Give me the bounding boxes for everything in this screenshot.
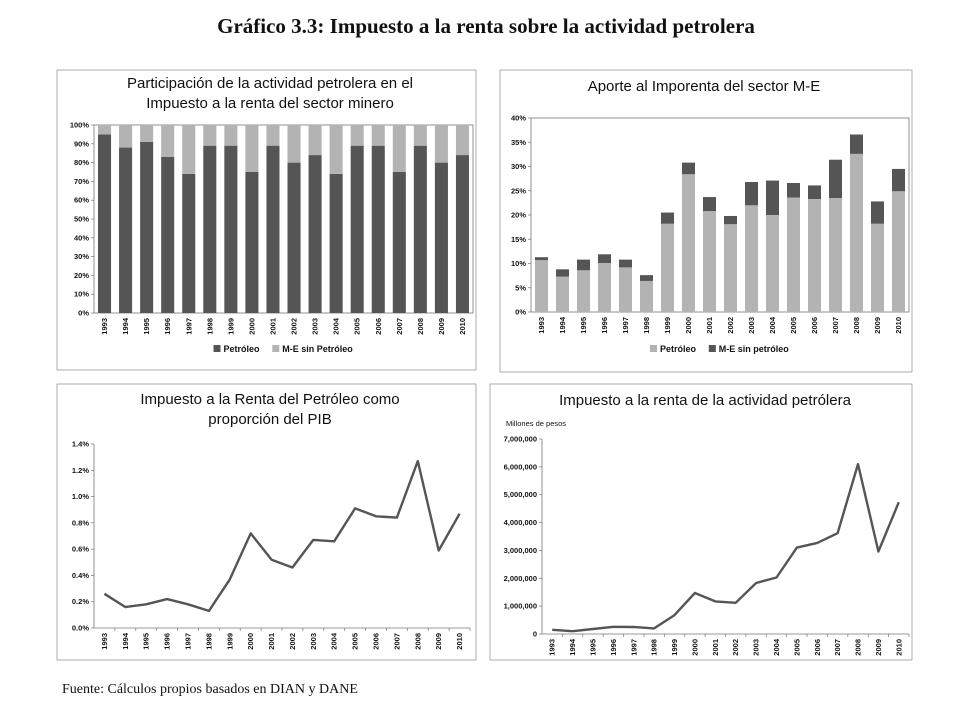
- x-tick-label: 2000: [684, 317, 693, 334]
- y-tick-label: 0: [532, 629, 537, 639]
- x-tick-label: 2004: [331, 318, 341, 335]
- x-tick-label: 2010: [457, 318, 467, 335]
- chart-title: proporción del PIB: [208, 411, 332, 428]
- x-tick-label: 1993: [547, 639, 557, 656]
- y-tick-label: 20%: [510, 210, 526, 220]
- chart-title: Impuesto a la Renta del Petróleo como: [140, 391, 400, 408]
- x-tick-label: 2002: [731, 639, 741, 656]
- bar-segment: [724, 224, 737, 312]
- bar-segment: [203, 146, 216, 313]
- x-tick-label: 2006: [810, 317, 819, 334]
- y-tick-label: 10%: [510, 259, 526, 268]
- bar-segment: [140, 125, 153, 142]
- x-tick-label: 1999: [663, 317, 672, 334]
- x-tick-label: 2000: [690, 639, 700, 656]
- y-tick-label: 10%: [73, 289, 89, 299]
- x-tick-label: 2000: [247, 318, 257, 335]
- chart-title: Aporte al Imporenta del sector M-E: [587, 78, 821, 95]
- bar-segment: [414, 146, 427, 313]
- bar-segment: [766, 181, 779, 215]
- x-tick-label: 1997: [629, 639, 639, 656]
- x-tick-label: 2005: [789, 317, 798, 334]
- x-tick-label: 1996: [600, 317, 609, 334]
- bar-segment: [140, 142, 153, 313]
- y-tick-label: 0%: [78, 308, 89, 318]
- bar-segment: [372, 125, 385, 146]
- y-tick-label: 40%: [73, 233, 89, 243]
- legend-label: Petróleo: [223, 344, 260, 354]
- y-tick-label: 3,000,000: [503, 545, 537, 555]
- bar-segment: [309, 155, 322, 313]
- unit-label: Millones de pesos: [506, 419, 567, 428]
- bar-segment: [745, 182, 758, 205]
- x-tick-label: 2003: [310, 318, 320, 335]
- bar-segment: [661, 224, 674, 312]
- bar-segment: [351, 146, 364, 313]
- y-tick-label: 80%: [73, 158, 89, 168]
- bar-segment: [640, 281, 653, 312]
- x-tick-label: 2003: [751, 639, 761, 656]
- x-tick-label: 2009: [436, 318, 446, 335]
- x-tick-label: 2006: [373, 318, 383, 335]
- y-tick-label: 0%: [515, 307, 526, 317]
- x-tick-label: 1998: [205, 318, 215, 335]
- x-tick-label: 1998: [204, 633, 214, 650]
- bar-segment: [161, 125, 174, 157]
- x-tick-label: 1999: [670, 639, 680, 656]
- bar-segment: [414, 125, 427, 146]
- bar-segment: [619, 267, 632, 312]
- bar-segment: [330, 174, 343, 313]
- legend-swatch: [650, 345, 657, 352]
- bar-segment: [724, 216, 737, 224]
- legend-swatch: [214, 345, 221, 352]
- bar-segment: [556, 277, 569, 312]
- x-tick-label: 2001: [268, 318, 278, 335]
- chart-renta-pesos: [490, 384, 912, 660]
- bar-segment: [577, 270, 590, 312]
- y-tick-label: 1.2%: [71, 465, 89, 475]
- bar-segment: [435, 163, 448, 313]
- x-tick-label: 1999: [226, 318, 236, 335]
- series-line: [552, 464, 899, 631]
- bar-segment: [119, 148, 132, 313]
- bar-segment: [871, 201, 884, 223]
- bar-segment: [535, 257, 548, 260]
- bar-segment: [703, 197, 716, 211]
- bar-segment: [119, 125, 132, 148]
- chart-aporte: [500, 70, 912, 372]
- bar-segment: [829, 198, 842, 312]
- x-tick-label: 1993: [99, 633, 109, 650]
- y-tick-label: 6,000,000: [503, 462, 537, 472]
- series-line: [104, 461, 459, 611]
- x-tick-label: 2008: [852, 317, 861, 334]
- y-tick-label: 70%: [73, 176, 89, 186]
- y-tick-label: 5%: [515, 283, 526, 293]
- x-tick-label: 1994: [120, 633, 130, 650]
- x-tick-label: 1995: [579, 317, 588, 334]
- x-tick-label: 2008: [853, 639, 863, 656]
- bar-segment: [372, 146, 385, 313]
- bar-segment: [787, 198, 800, 312]
- bar-segment: [619, 260, 632, 268]
- bar-segment: [577, 260, 590, 271]
- x-tick-label: 2008: [415, 318, 425, 335]
- x-tick-label: 1997: [183, 633, 193, 650]
- x-tick-label: 1995: [588, 639, 598, 656]
- x-tick-label: 1996: [162, 633, 172, 650]
- bar-segment: [245, 172, 258, 313]
- x-tick-label: 2006: [371, 633, 381, 650]
- bar-segment: [393, 125, 406, 172]
- bar-segment: [787, 183, 800, 198]
- y-tick-label: 60%: [73, 195, 89, 205]
- legend-label: M-E sin petróleo: [718, 344, 789, 354]
- y-tick-label: 1,000,000: [503, 601, 537, 611]
- y-tick-label: 40%: [510, 113, 526, 123]
- y-tick-label: 1.0%: [71, 492, 89, 502]
- x-tick-label: 1999: [225, 633, 235, 650]
- y-tick-label: 1.4%: [71, 439, 89, 449]
- x-tick-label: 2005: [350, 633, 360, 650]
- y-tick-label: 0.0%: [71, 623, 89, 633]
- y-tick-label: 2,000,000: [503, 573, 537, 583]
- x-tick-label: 2007: [833, 639, 843, 656]
- y-tick-label: 20%: [73, 270, 89, 280]
- x-tick-label: 2001: [705, 317, 714, 334]
- x-tick-label: 2009: [873, 317, 882, 334]
- x-tick-label: 2002: [289, 318, 299, 335]
- x-tick-label: 1997: [621, 317, 630, 334]
- x-tick-label: 2005: [352, 318, 362, 335]
- y-tick-label: 100%: [69, 120, 89, 130]
- x-tick-label: 2000: [246, 633, 256, 650]
- x-tick-label: 2002: [726, 317, 735, 334]
- x-tick-label: 2001: [267, 633, 277, 650]
- y-tick-label: 15%: [510, 234, 526, 244]
- chart-title: Participación de la actividad petrolera en el: [126, 75, 414, 92]
- bar-segment: [640, 275, 653, 281]
- y-tick-label: 0.6%: [71, 544, 89, 554]
- bar-segment: [850, 134, 863, 153]
- x-tick-label: 1996: [163, 318, 173, 335]
- bar-segment: [456, 125, 469, 155]
- bar-segment: [892, 169, 905, 191]
- x-tick-label: 1997: [184, 318, 194, 335]
- page-title: Gráfico 3.3: Impuesto a la renta sobre la actividad petrolera: [217, 14, 755, 38]
- bar-segment: [661, 213, 674, 224]
- x-tick-label: 1994: [558, 317, 567, 334]
- bar-segment: [871, 224, 884, 312]
- x-tick-label: 1998: [649, 639, 659, 656]
- y-tick-label: 30%: [510, 162, 526, 171]
- bar-segment: [850, 154, 863, 312]
- bar-segment: [682, 174, 695, 312]
- x-tick-label: 2007: [394, 318, 404, 335]
- x-tick-label: 1998: [642, 317, 651, 334]
- x-tick-label: 2004: [329, 633, 339, 650]
- bar-segment: [266, 146, 279, 313]
- x-tick-label: 2001: [710, 639, 720, 656]
- bar-segment: [808, 199, 821, 312]
- x-tick-label: 2006: [812, 639, 822, 656]
- x-tick-label: 1993: [100, 318, 110, 335]
- bar-segment: [682, 163, 695, 175]
- bar-segment: [98, 134, 111, 313]
- x-tick-label: 2009: [873, 639, 883, 656]
- y-tick-label: 5,000,000: [503, 490, 537, 500]
- chart-renta-pib: [57, 384, 476, 660]
- x-tick-label: 1995: [141, 633, 151, 650]
- bar-segment: [745, 205, 758, 312]
- x-tick-label: 2004: [771, 639, 781, 656]
- y-tick-label: 90%: [73, 139, 89, 149]
- bar-segment: [224, 125, 237, 146]
- x-tick-label: 2008: [413, 633, 423, 650]
- bar-segment: [535, 260, 548, 312]
- bar-segment: [182, 174, 195, 313]
- source-note: Fuente: Cálculos propios basados en DIAN y DANE: [62, 682, 358, 697]
- x-tick-label: 2010: [894, 639, 904, 656]
- bar-segment: [456, 155, 469, 313]
- bar-segment: [161, 157, 174, 313]
- legend-label: M-E sin Petróleo: [282, 344, 353, 354]
- y-tick-label: 0.2%: [71, 597, 89, 607]
- x-tick-label: 2004: [768, 317, 777, 334]
- x-tick-label: 1996: [608, 639, 618, 656]
- bar-segment: [330, 125, 343, 174]
- bar-segment: [829, 160, 842, 198]
- x-tick-label: 2010: [894, 317, 903, 334]
- bar-segment: [351, 125, 364, 146]
- bar-segment: [393, 172, 406, 313]
- x-tick-label: 2002: [287, 633, 297, 650]
- x-tick-label: 1995: [142, 318, 152, 335]
- bar-segment: [703, 211, 716, 312]
- bar-segment: [288, 163, 301, 313]
- bar-segment: [182, 125, 195, 174]
- x-tick-label: 2003: [747, 317, 756, 334]
- y-tick-label: 0.4%: [71, 570, 89, 580]
- x-tick-label: 1994: [568, 639, 578, 656]
- bar-segment: [435, 125, 448, 163]
- x-tick-label: 2007: [392, 633, 402, 650]
- x-tick-label: 2007: [831, 317, 840, 334]
- bar-segment: [288, 125, 301, 163]
- bar-segment: [598, 263, 611, 312]
- x-tick-label: 2010: [455, 633, 465, 650]
- y-tick-label: 50%: [73, 214, 89, 224]
- bar-segment: [98, 125, 111, 134]
- bar-segment: [808, 185, 821, 199]
- y-tick-label: 25%: [510, 186, 526, 196]
- x-tick-label: 2005: [792, 639, 802, 656]
- bar-segment: [556, 269, 569, 276]
- x-tick-label: 1993: [537, 317, 546, 334]
- bar-segment: [266, 125, 279, 146]
- x-tick-label: 1994: [121, 318, 131, 335]
- y-tick-label: 7,000,000: [503, 434, 537, 444]
- chart-title: Impuesto a la renta de la actividad petrólera: [559, 392, 851, 409]
- chart-participacion: [57, 70, 476, 370]
- x-tick-label: 2003: [308, 633, 318, 650]
- legend-swatch: [272, 345, 279, 352]
- x-tick-label: 2009: [434, 633, 444, 650]
- bar-segment: [892, 191, 905, 312]
- bar-segment: [203, 125, 216, 146]
- chart-title: Impuesto a la renta del sector minero: [146, 95, 394, 112]
- bar-segment: [224, 146, 237, 313]
- y-tick-label: 0.8%: [71, 518, 89, 528]
- bar-segment: [766, 215, 779, 312]
- bar-segment: [245, 125, 258, 172]
- bar-segment: [598, 254, 611, 263]
- legend-label: Petróleo: [660, 344, 697, 354]
- y-tick-label: 4,000,000: [503, 518, 537, 528]
- legend-swatch: [709, 345, 716, 352]
- y-tick-label: 30%: [73, 252, 89, 262]
- y-tick-label: 35%: [510, 137, 526, 147]
- bar-segment: [309, 125, 322, 155]
